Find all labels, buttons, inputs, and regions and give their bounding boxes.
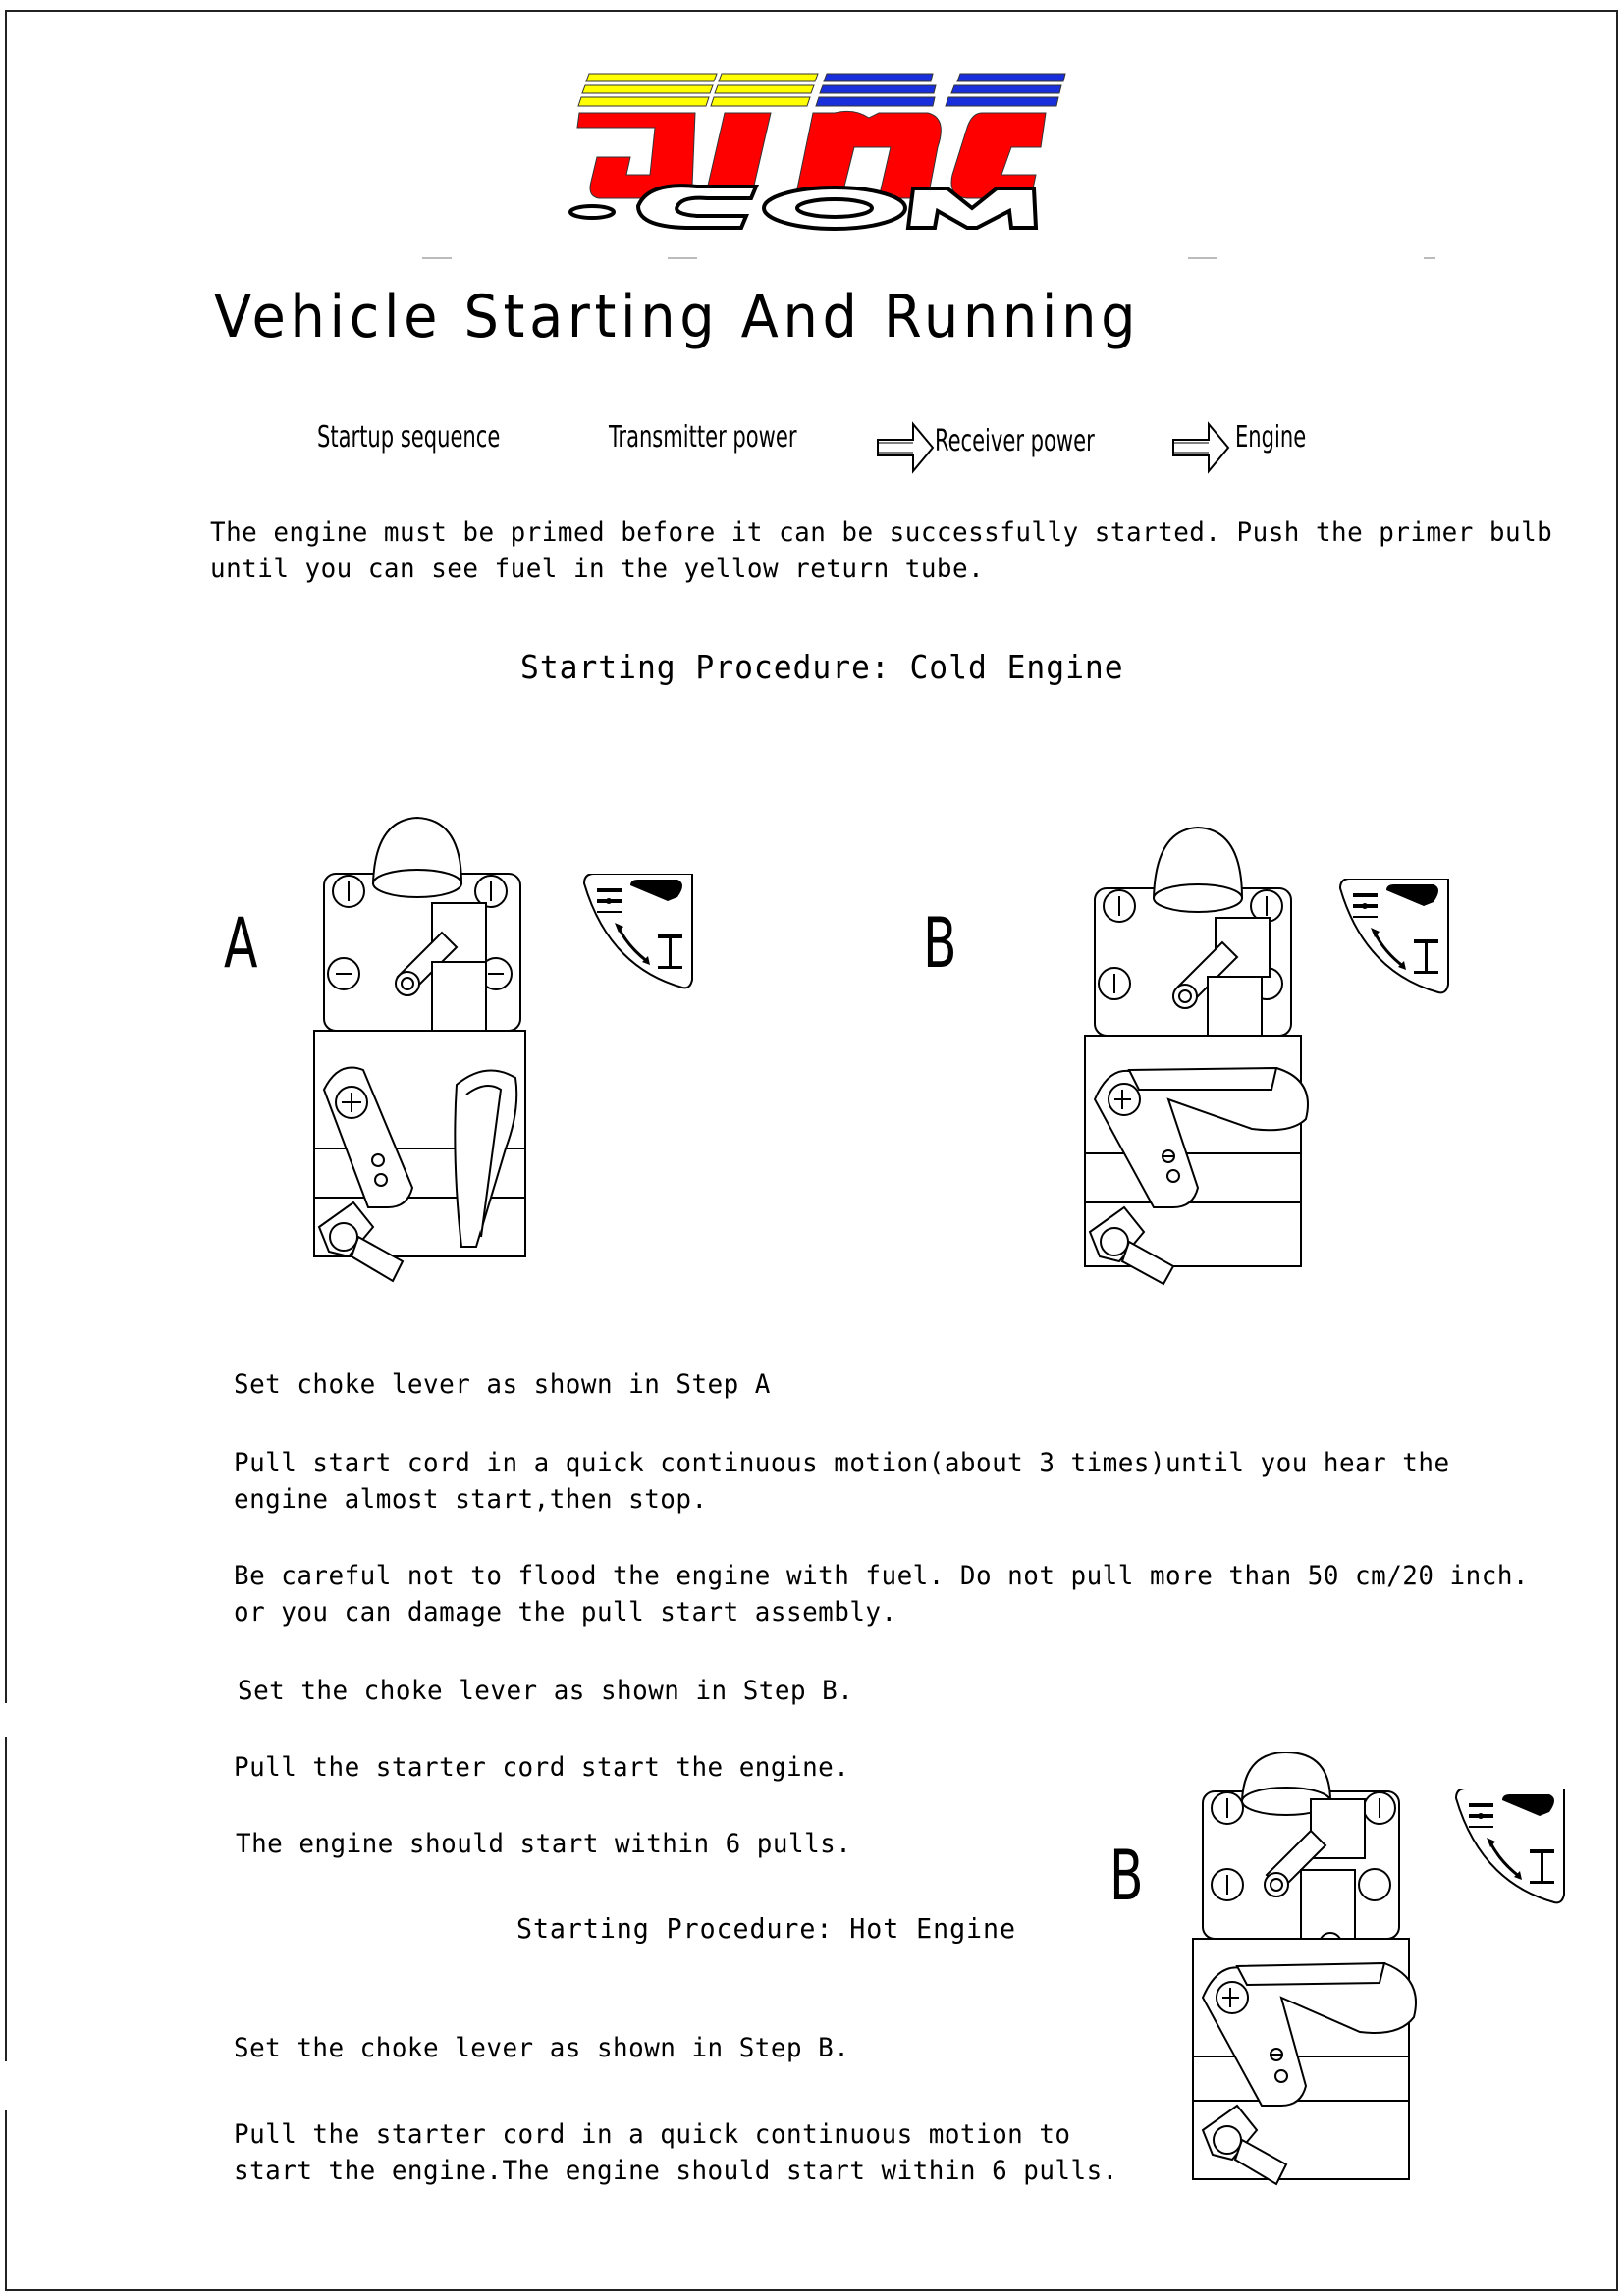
cold-step-text: or you can damage the pull start assembly.	[234, 1597, 897, 1628]
arrow-right-icon	[1171, 420, 1230, 475]
intro-line: The engine must be primed before it can be successfully started. Push the primer bulb	[210, 517, 1553, 548]
cold-step-text: Be careful not to flood the engine with fuel. Do not pull more than 50 cm/20 inch.	[234, 1561, 1529, 1591]
choke-open-icon	[1335, 879, 1453, 996]
cold-step-text: Set choke lever as shown in Step A	[234, 1369, 771, 1400]
decorative-dash	[1188, 257, 1217, 259]
cold-step-text: The engine should start within 6 pulls.	[236, 1829, 852, 1859]
page-border-left-segment	[5, 10, 7, 1703]
startup-step-engine: Engine	[1235, 420, 1307, 454]
figure-label-b-hot: B	[1109, 1836, 1144, 1916]
decorative-dash	[668, 257, 697, 259]
arrow-right-icon	[876, 420, 935, 475]
decorative-dash	[1424, 257, 1435, 259]
hot-step-text: start the engine.The engine should start within 6 pulls.	[234, 2156, 1118, 2186]
startup-sequence-label: Startup sequence	[317, 420, 501, 454]
figure-label-a: A	[224, 903, 258, 984]
hot-step-text: Pull the starter cord in a quick continuous motion to	[234, 2119, 1071, 2150]
hot-step-text: Set the choke lever as shown in Step B.	[234, 2033, 850, 2063]
logo-yellow-stripes	[578, 74, 818, 106]
brand-logo	[560, 49, 1090, 245]
cold-step-text: Pull the starter cord start the engine.	[234, 1752, 850, 1783]
intro-line: until you can see fuel in the yellow return tube.	[210, 554, 985, 584]
startup-step-receiver: Receiver power	[935, 424, 1095, 458]
decorative-dash	[422, 257, 452, 259]
logo-red-letters	[577, 111, 1046, 198]
choke-closed-icon	[579, 874, 697, 991]
carburetor-choke-closed-figure	[304, 815, 540, 1296]
hot-engine-heading: Starting Procedure: Hot Engine	[516, 1912, 1016, 1945]
startup-step-transmitter: Transmitter power	[609, 420, 797, 454]
page-border-left-segment	[5, 1737, 7, 2061]
figure-label-b: B	[923, 903, 957, 984]
cold-step-text: Set the choke lever as shown in Step B.	[238, 1676, 854, 1706]
page-border-left-segment	[5, 2110, 7, 2291]
page-title: Vehicle Starting And Running	[214, 283, 1141, 351]
carburetor-choke-open-figure-hot	[1188, 1752, 1424, 2204]
choke-open-icon-hot	[1451, 1789, 1569, 1906]
cold-step-text: Pull start cord in a quick continuous motion(about 3 times)until you hear the	[234, 1448, 1450, 1478]
cold-step-text: engine almost start,then stop.	[234, 1484, 708, 1515]
logo-blue-stripes	[816, 74, 1065, 106]
cold-engine-heading: Starting Procedure: Cold Engine	[520, 648, 1124, 686]
carburetor-choke-open-figure	[1070, 815, 1325, 1286]
